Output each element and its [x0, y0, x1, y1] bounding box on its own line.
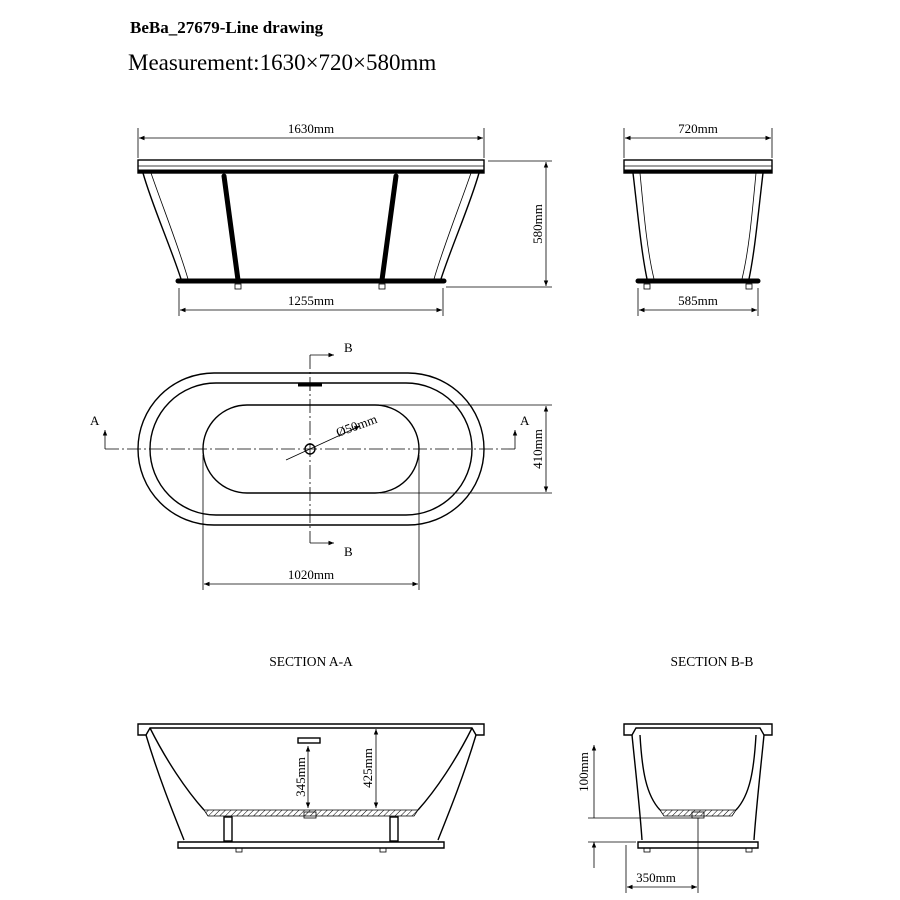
section-aa-leg-right — [390, 817, 398, 841]
front-leg-left — [224, 176, 238, 280]
section-aa-rim — [138, 724, 484, 735]
section-b-bottom-marker: B — [344, 544, 353, 559]
section-b-b-title: SECTION B-B — [670, 654, 754, 669]
side-base-label: 585mm — [678, 293, 718, 308]
section-bb-rim — [624, 724, 772, 735]
section-aa-base — [178, 842, 444, 848]
front-view — [138, 121, 552, 316]
front-base-label: 1255mm — [287, 293, 335, 308]
section-a-a-title: SECTION A-A — [269, 654, 353, 669]
section-bb-base-label: 350mm — [636, 870, 676, 885]
section-aa-depth-label: 345mm — [293, 757, 308, 797]
front-height-label: 580mm — [530, 204, 545, 244]
drawing-title: BeBa_27679-Line drawing — [130, 18, 324, 37]
section-bb-rise-label: 100mm — [576, 752, 591, 792]
front-body-left — [143, 173, 181, 279]
front-body-right — [441, 173, 479, 279]
top-inner-width-label: 410mm — [530, 429, 545, 469]
section-b-top-marker: B — [344, 340, 353, 355]
front-leg-right — [382, 176, 396, 280]
top-inner-length-label: 1020mm — [287, 567, 335, 582]
section-aa-height-label: 425mm — [360, 748, 375, 788]
section-a-left-marker: A — [90, 413, 100, 428]
side-width-label: 720mm — [678, 121, 718, 136]
drain-label: Ø50mm — [333, 411, 380, 440]
side-body-right — [749, 173, 763, 279]
section-a-right-marker: A — [520, 413, 530, 428]
section-a-a — [138, 654, 484, 852]
front-width-label: 1630mm — [287, 121, 335, 136]
section-aa-leg-left — [224, 817, 232, 841]
section-b-b — [576, 654, 772, 893]
side-body-left — [633, 173, 647, 279]
measurement-label: Measurement:1630×720×580mm — [128, 50, 437, 75]
side-view — [624, 121, 772, 316]
section-aa-floor — [204, 810, 418, 816]
top-view — [90, 340, 552, 590]
section-bb-floor — [660, 810, 736, 816]
